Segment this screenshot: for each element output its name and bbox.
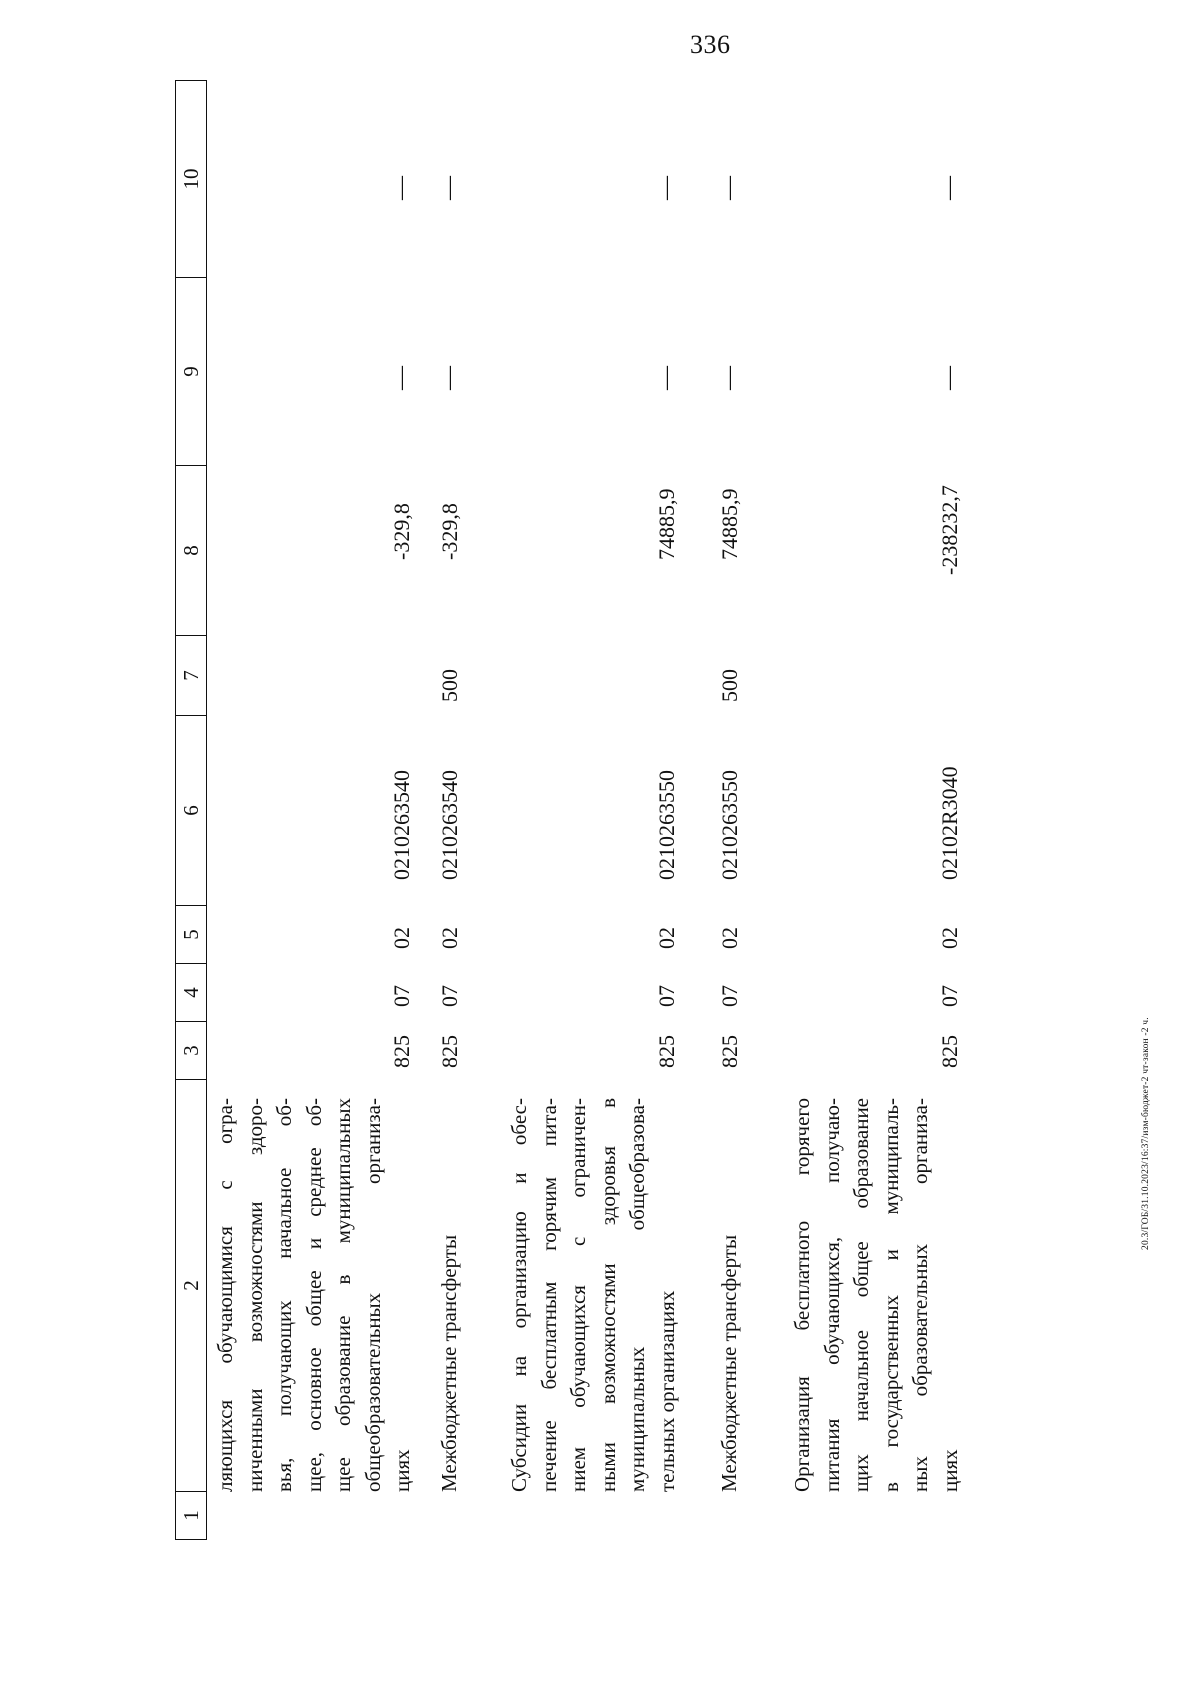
description-line: Межбюджетные трансферты [717, 1234, 741, 1492]
header-col-8: 8 [176, 465, 206, 635]
description-line: ниченными возможностями здоро- [242, 1098, 267, 1492]
target-article-code: 0210263550 [654, 770, 679, 880]
empty-dash: — [716, 176, 742, 200]
section-code: 07 [717, 985, 742, 1007]
target-article-code: 02102R3040 [937, 766, 962, 880]
empty-dash: — [653, 366, 679, 390]
description-line: щее образование в муниципальных [331, 1098, 355, 1492]
section-code: 07 [389, 985, 414, 1007]
header-col-2: 2 [176, 1079, 206, 1491]
empty-dash: — [716, 366, 742, 390]
amount-value: 74885,9 [717, 488, 742, 560]
header-col-6: 6 [176, 715, 206, 905]
empty-dash: — [436, 176, 462, 200]
row-description [211, 1098, 418, 1492]
empty-dash: — [653, 176, 679, 200]
subsection-code: 02 [654, 927, 679, 949]
description-line: нием обучающихся с ограничен- [566, 1098, 590, 1492]
header-col-10: 10 [179, 168, 203, 190]
description-line: щее, основное общее и среднее об- [301, 1098, 326, 1492]
admin-code: 825 [437, 1035, 462, 1068]
description-line: питания обучающихся, получаю- [819, 1098, 844, 1492]
description-line: в государственных и муниципаль- [878, 1098, 903, 1492]
document-footer-code: 20.3/ГОБ/31.10.2023/16:37/изм-бюджет-2 чт-закон -2 ч. [1141, 1017, 1151, 1250]
admin-code: 825 [937, 1035, 962, 1068]
description-line: ными возможностями здоровья в [595, 1098, 620, 1492]
description-line: Межбюджетные трансферты [437, 1234, 461, 1492]
description-line: вья, получающих начальное об- [272, 1098, 296, 1492]
expense-type-code: 500 [437, 669, 462, 702]
row-description [435, 1098, 465, 1492]
admin-code: 825 [654, 1035, 679, 1068]
section-code: 07 [654, 985, 679, 1007]
target-article-code: 0210263540 [437, 770, 462, 880]
empty-dash: — [936, 366, 962, 390]
description-line: циях [937, 1449, 962, 1492]
amount-value: -238232,7 [937, 485, 962, 575]
header-col-5: 5 [176, 905, 206, 963]
description-line: ных образовательных организа- [908, 1098, 932, 1492]
description-line: муниципальных общеобразова- [625, 1098, 649, 1492]
header-col-3: 3 [176, 1021, 206, 1079]
amount-value: -329,8 [389, 503, 414, 560]
subsection-code: 02 [437, 927, 462, 949]
description-line: циях [390, 1449, 414, 1492]
amount-value: 74885,9 [654, 488, 679, 560]
header-col-1: 1 [176, 1491, 206, 1539]
empty-dash: — [388, 366, 414, 390]
section-code: 07 [937, 985, 962, 1007]
table-header-row [175, 80, 207, 1540]
expense-type-code: 500 [717, 669, 742, 702]
amount-value: -329,8 [437, 503, 462, 560]
admin-code: 825 [717, 1035, 742, 1068]
target-article-code: 0210263550 [717, 770, 742, 880]
header-col-9: 9 [176, 277, 206, 465]
description-line: печение бесплатным горячим пита- [536, 1098, 561, 1492]
header-col-7: 7 [176, 635, 206, 715]
subsection-code: 02 [717, 927, 742, 949]
description-line: щих начальное общее образование [849, 1098, 873, 1492]
subsection-code: 02 [389, 927, 414, 949]
description-line: ляющихся обучающимися с огра- [213, 1098, 237, 1492]
target-article-code: 0210263540 [389, 770, 414, 880]
admin-code: 825 [389, 1035, 414, 1068]
row-description [788, 1098, 965, 1492]
description-line: тельных организациях [654, 1290, 679, 1492]
page-number: 336 [690, 30, 731, 59]
section-code: 07 [437, 985, 462, 1007]
description-line: Субсидии на организацию и обес- [507, 1098, 531, 1492]
empty-dash: — [936, 176, 962, 200]
header-col-4: 4 [176, 963, 206, 1021]
empty-dash: — [436, 366, 462, 390]
description-line: общеобразовательных организа- [360, 1098, 385, 1492]
empty-dash: — [388, 176, 414, 200]
row-description [505, 1098, 682, 1492]
budget-table [175, 80, 1085, 1540]
subsection-code: 02 [937, 927, 962, 949]
description-line: Организация бесплатного горячего [790, 1098, 814, 1492]
row-description [715, 1098, 745, 1492]
